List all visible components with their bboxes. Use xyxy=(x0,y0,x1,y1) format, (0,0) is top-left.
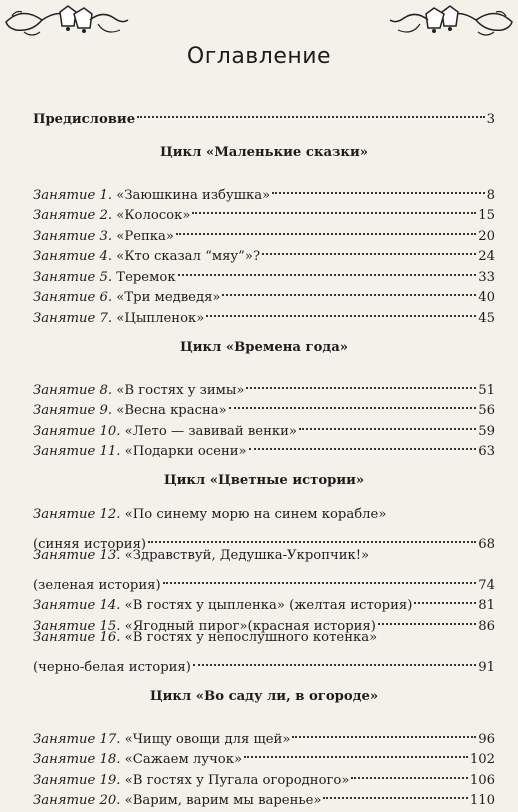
page-number: 8 xyxy=(486,187,495,203)
lesson-label: Занятие 7. xyxy=(33,310,113,326)
lesson-title: «Ягодный пирог»(красная история) xyxy=(120,618,376,634)
page-number: 56 xyxy=(478,403,495,418)
lesson-title: «Цыпленок» xyxy=(112,310,205,326)
leader-dots xyxy=(178,253,477,276)
entry-title xyxy=(33,750,242,771)
entry-title xyxy=(33,771,349,792)
page-number: 63 xyxy=(478,444,495,459)
entry-title xyxy=(33,309,204,330)
leader-dots xyxy=(206,294,476,317)
entry-title xyxy=(33,596,412,617)
bells-ornament-icon xyxy=(386,2,516,42)
cycle-heading: Цикл «Цветные истории» xyxy=(163,473,365,488)
page-number: 102 xyxy=(469,752,495,767)
toc-entry-continuation[interactable] xyxy=(33,525,495,552)
lesson-title: «Весна красна» xyxy=(112,403,227,418)
bells-ornament-icon xyxy=(2,2,132,42)
lesson-label: Занятие 5. xyxy=(33,269,113,285)
page-number: 86 xyxy=(478,618,495,634)
page-title: Оглавление xyxy=(186,44,332,69)
lesson-label: Занятие 1. xyxy=(33,187,113,203)
page-number: 33 xyxy=(478,269,495,285)
leader-dots xyxy=(351,756,467,779)
entry-title xyxy=(33,401,227,422)
cycles-list xyxy=(33,143,495,808)
lesson-title: «В гостях у Пугала огородного» xyxy=(120,772,350,788)
cycle-heading: Цикл «Во саду ли, в огороде» xyxy=(149,688,379,704)
entry-subtitle: (синяя история) xyxy=(33,536,147,552)
page-number: 40 xyxy=(478,290,495,305)
entry-title: Предисловие xyxy=(33,111,136,127)
lesson-title: «В гостях у зимы» xyxy=(112,382,245,398)
lesson-title: «Лето — завивай венки» xyxy=(120,423,297,439)
page-number: 15 xyxy=(478,208,495,223)
lesson-label: Занятие 4. xyxy=(33,249,113,264)
lesson-label: Занятие 6. xyxy=(33,290,113,305)
lesson-title: «Репка» xyxy=(112,228,174,244)
lesson-title: «Заюшкина избушка» xyxy=(112,187,271,203)
page-number: 59 xyxy=(478,423,495,439)
page-number: 24 xyxy=(478,249,495,264)
entry-title xyxy=(33,288,220,309)
page-number: 96 xyxy=(478,731,495,747)
table-of-contents xyxy=(33,100,495,808)
entry-title xyxy=(33,227,174,248)
leader-dots xyxy=(192,192,476,215)
lesson-title: «Кто сказал “мяу”»? xyxy=(112,249,261,264)
entry-title xyxy=(33,206,190,227)
entry-title xyxy=(33,442,247,463)
page-number: 81 xyxy=(478,598,495,613)
lesson-label: Занятие 14. xyxy=(33,598,121,613)
lesson-title: «В гостях у цыпленка» (желтая история) xyxy=(120,598,413,613)
leader-dots xyxy=(262,233,476,256)
lesson-title: «Варим, варим мы варенье» xyxy=(120,793,322,808)
leader-dots xyxy=(229,387,477,410)
lesson-label: Занятие 3. xyxy=(33,228,113,244)
page-number: 20 xyxy=(478,228,495,244)
leader-dots xyxy=(148,520,476,543)
lesson-title: «Сажаем лучок» xyxy=(120,752,243,767)
lesson-label: Занятие 18. xyxy=(33,752,121,767)
leader-dots xyxy=(244,736,468,759)
lesson-label: Занятие 19. xyxy=(33,772,121,788)
leader-dots xyxy=(378,602,476,625)
lesson-title: «Чищу овощи для щей» xyxy=(120,731,291,747)
page-number: 51 xyxy=(478,382,495,398)
entry-title xyxy=(33,268,176,289)
leader-dots xyxy=(272,171,484,194)
page-number: 106 xyxy=(469,772,495,788)
lesson-label: Занятие 8. xyxy=(33,382,113,398)
leader-dots xyxy=(222,274,476,297)
lesson-label: Занятие 13. xyxy=(33,547,121,563)
lesson-label: Занятие 2. xyxy=(33,208,113,223)
entry-title xyxy=(33,791,321,812)
lesson-label: Занятие 12. xyxy=(33,506,121,522)
leader-dots xyxy=(176,212,476,235)
page-number: 3 xyxy=(486,111,495,127)
leader-dots xyxy=(193,643,476,666)
toc-entry-preface[interactable] xyxy=(33,100,495,127)
lesson-label: Занятие 10. xyxy=(33,423,121,439)
entry-subtitle: (зеленая история) xyxy=(33,577,161,593)
leader-dots xyxy=(323,777,467,800)
leader-dots xyxy=(163,561,477,584)
lesson-label: Занятие 15. xyxy=(33,618,121,634)
lesson-title: «Здравствуй, Дедушка-Укропчик!» xyxy=(120,547,370,563)
entry-subtitle: (черно-белая история) xyxy=(33,659,191,675)
lesson-label: Занятие 16. xyxy=(33,629,121,645)
cycle-heading: Цикл «Маленькие сказки» xyxy=(160,144,368,160)
lesson-title: «Три медведя» xyxy=(112,290,221,305)
cycle-heading: Цикл «Времена года» xyxy=(179,339,349,355)
lesson-title: «В гостях у непослушного котенка» xyxy=(120,629,378,645)
lesson-title: Теремок xyxy=(112,269,176,285)
page-number: 110 xyxy=(469,793,495,808)
leader-dots xyxy=(246,366,476,389)
page-number: 68 xyxy=(478,536,495,552)
entry-title xyxy=(33,381,244,402)
page-number: 91 xyxy=(478,659,495,675)
leader-dots xyxy=(249,428,477,451)
lesson-title: «Подарки осени» xyxy=(120,444,247,459)
leader-dots xyxy=(299,407,476,430)
leader-dots xyxy=(137,95,485,118)
lesson-title: «Колосок» xyxy=(112,208,191,223)
page-number: 74 xyxy=(478,577,495,593)
leader-dots xyxy=(292,715,476,738)
lesson-label: Занятие 9. xyxy=(33,403,113,418)
lesson-label: Занятие 11. xyxy=(33,444,121,459)
lesson-label: Занятие 20. xyxy=(33,793,121,808)
lesson-label: Занятие 17. xyxy=(33,731,121,747)
page-number: 45 xyxy=(478,310,495,326)
toc-entry-continuation[interactable] xyxy=(33,648,495,675)
leader-dots xyxy=(414,582,476,605)
lesson-title: «По синему морю на синем корабле» xyxy=(120,506,387,522)
